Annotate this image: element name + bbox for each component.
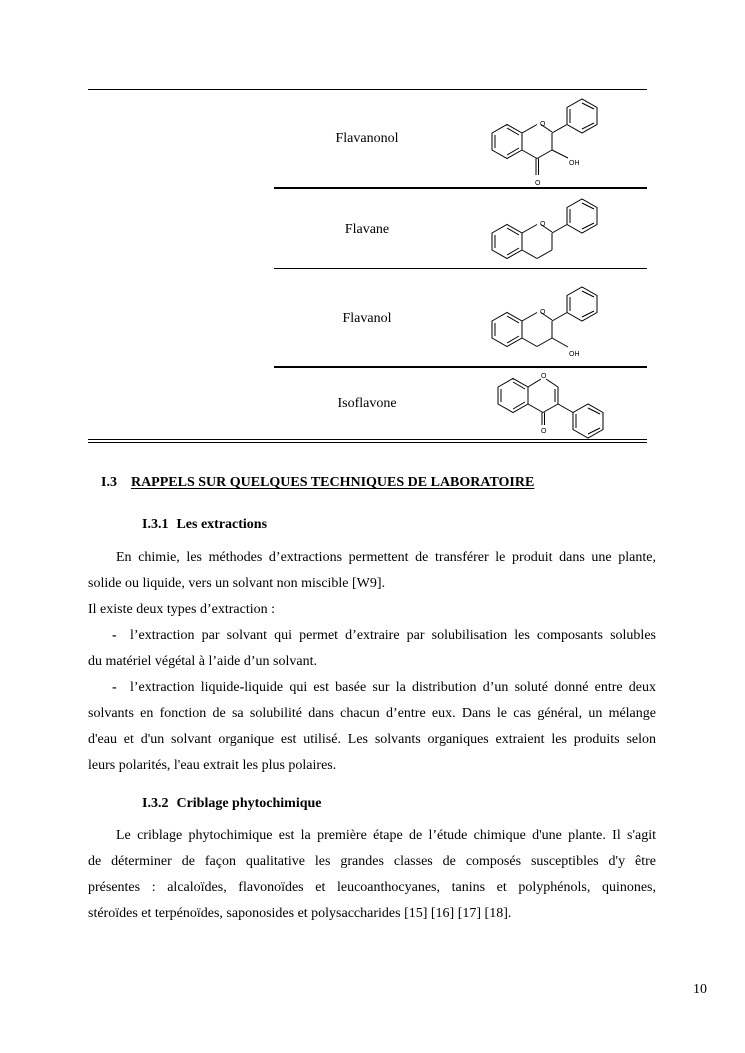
flavanol-structure <box>485 283 625 363</box>
page-number: 10 <box>693 982 707 997</box>
flavanonol-structure <box>485 95 625 187</box>
text-line: du matériel végétal à l’aide d’un solvant. <box>88 654 317 669</box>
table-cell-name: Flavanonol <box>335 131 399 146</box>
text-line: de déterminer de façon qualitative les grandes classes de composés susceptibles d'y être <box>88 854 656 869</box>
text-span: l’extraction par solvant qui permet d’extraire par solubilisation les composants solubles <box>130 628 656 643</box>
text-line <box>88 545 656 571</box>
text-line: solide ou liquide, vers un solvant non miscible [W9]. <box>88 576 386 591</box>
bullet-item <box>88 675 656 779</box>
oxygen-atom-label: O <box>540 309 546 316</box>
bullet-marker: - <box>112 680 117 695</box>
text-line: stéroïdes et terpénoïdes, saponosides et polysaccharides [15] [16] [17] [18]. <box>88 906 512 921</box>
table-cell-name: Isoflavone <box>337 396 397 411</box>
hyphen: - <box>239 680 245 695</box>
subsection-number: I.3.1 <box>142 517 169 532</box>
hydroxyl-label: OH <box>569 351 580 358</box>
table-cell-name: Flavane <box>344 222 390 237</box>
text-span: Le criblage phytochimique est la première étape de l’étude chimique d'une plante. Il s'agit <box>116 828 656 843</box>
oxygen-atom-label: O <box>540 121 546 128</box>
subsection-title: Criblage phytochimique <box>176 796 322 811</box>
text-line <box>88 823 656 849</box>
text-line: d'eau et d'un solvant organique est utilisé. Les solvants organiques extraient les produits selon <box>88 732 656 747</box>
isoflavone-structure <box>485 367 625 439</box>
text-line: solvants en fonction de sa solubilité dans chacun d’entre eux. Dans le cas général, un mélange <box>88 706 656 721</box>
table-row-divider <box>274 187 647 189</box>
paragraph <box>88 597 656 623</box>
table-top-rule <box>88 89 647 90</box>
text-span: En chimie, les méthodes d’extractions permettent de transférer le produit dans une plante, <box>116 550 656 565</box>
paragraph <box>88 823 656 927</box>
subsection-heading <box>142 796 322 812</box>
section-number: I.3 <box>101 475 117 490</box>
flavane-structure <box>485 195 625 270</box>
subsection-number: I.3.2 <box>142 796 169 811</box>
table-cell-name: Flavanol <box>342 311 392 326</box>
oxygen-atom-label: O <box>535 180 541 187</box>
section-title: RAPPELS SUR QUELQUES TECHNIQUES DE LABORATOIRE <box>130 475 535 490</box>
text-line: leurs polarités, l'eau extrait les plus polaires. <box>88 758 337 773</box>
table-bottom-rule <box>88 439 647 440</box>
table-bottom-rule <box>88 442 647 443</box>
text-line <box>88 623 656 649</box>
text-span: liquide qui est basée sur la distribution d’un soluté donné entre deux <box>244 680 656 695</box>
oxygen-atom-label: O <box>540 221 546 228</box>
section-heading <box>101 475 534 491</box>
hydroxyl-label: OH <box>569 160 580 167</box>
text-line <box>88 675 656 701</box>
oxygen-atom-label: O <box>541 373 547 380</box>
text-line: présentes : alcaloïdes, flavonoïdes et leucoanthocyanes, tanins et polyphénols, quinones, <box>88 880 656 895</box>
text-line: Il existe deux types d’extraction : <box>88 602 275 617</box>
subsection-title: Les extractions <box>176 517 268 532</box>
paragraph <box>88 545 656 597</box>
text-span: l’extraction liquide <box>130 680 240 695</box>
subsection-heading <box>142 517 267 533</box>
oxygen-atom-label: O <box>541 428 547 435</box>
bullet-marker: - <box>112 628 117 643</box>
bullet-item <box>88 623 656 675</box>
